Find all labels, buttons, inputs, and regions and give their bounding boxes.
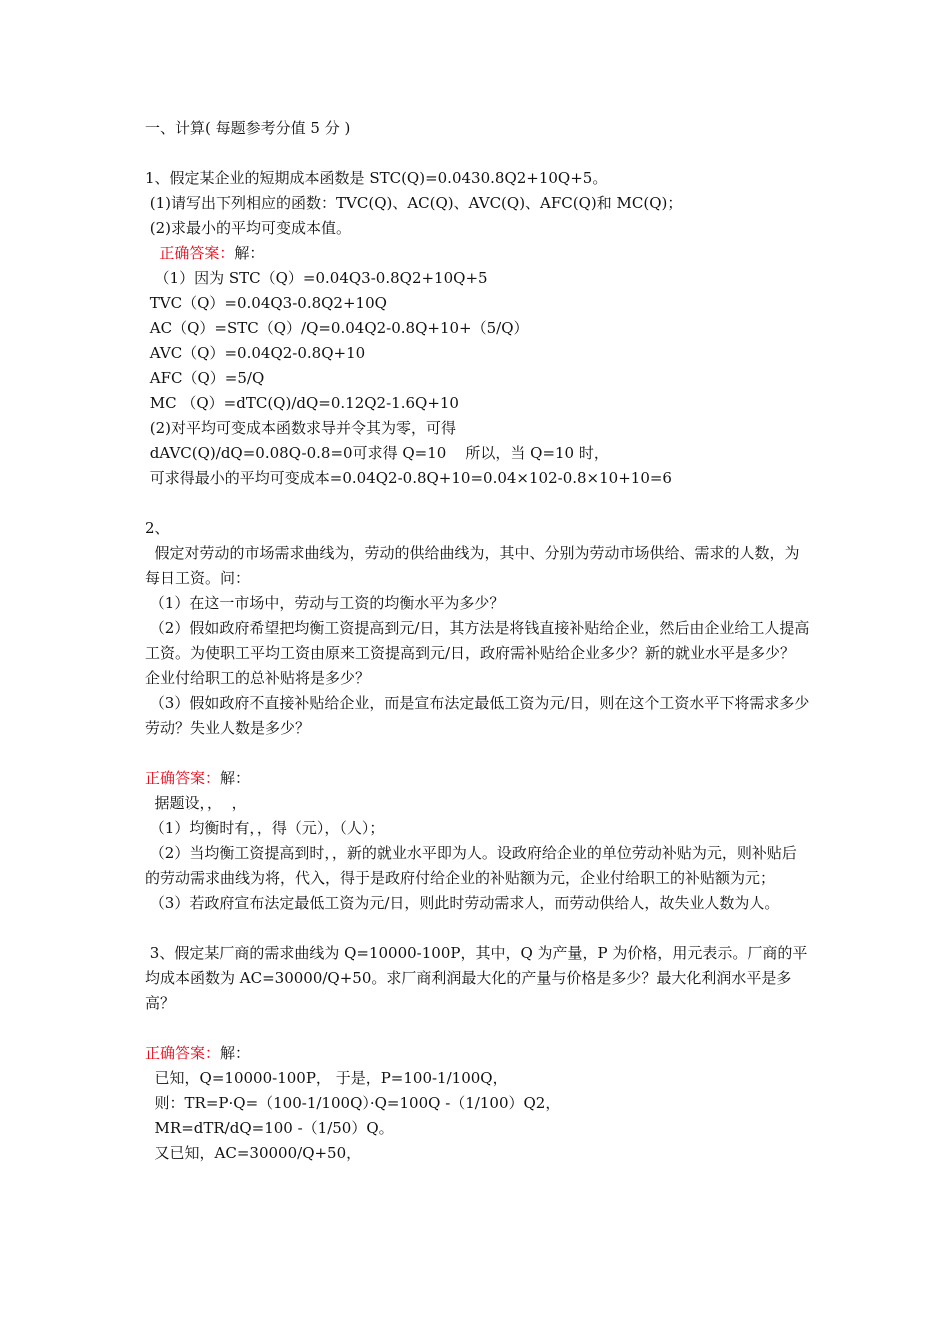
q1-line-1 xyxy=(145,291,810,316)
q2-question-p1: 假定对劳动的市场需求曲线为，劳动的供给曲线为，其中、分别为劳动市场供给、需求的人数，为每日工资。问： xyxy=(145,544,800,587)
q1-line-0 xyxy=(145,266,810,291)
q2-question-p3: （2）假如政府希望把均衡工资提高到元/日，其方法是将钱直接补贴给企业，然后由企业给工人提高工资。为使职工平均工资由原来工资提高到元/日，政府需补贴给企业多少？新的就业水平是多少？企业付给职工的总补贴将是多少？ xyxy=(145,619,810,687)
q2-answer-p2: （1）均衡时有，，得（元），（人）； xyxy=(145,819,385,837)
q1-sub2: (2)求最小的平均可变成本值。 xyxy=(145,219,352,237)
question-3 xyxy=(145,941,810,1166)
q1-line-3 xyxy=(145,341,810,366)
q1-line-3-text: AVC（Q）=0.04Q2-0.8Q+10 xyxy=(149,344,366,362)
q2-answer-label: 正确答案： xyxy=(145,769,221,787)
q1-answer-label: 正确答案： xyxy=(159,244,235,262)
q1-line-4-text: AFC（Q）=5/Q xyxy=(149,369,265,387)
q3-question: 3、假定某厂商的需求曲线为 Q=10000-100P，其中，Q 为产量，P 为价格，用元表示。厂商的平均成本函数为 AC=30000/Q+50。求厂商利润最大化的产量与价格是多少？最大化利润水平是多高？ xyxy=(145,944,808,1012)
q1-line-7-text: dAVC(Q)/dQ=0.08Q-0.8=0可求得 Q=10 所以，当 Q=10 时， xyxy=(149,444,609,462)
q1-line-6-text: (2)对平均可变成本函数求导并令其为零，可得 xyxy=(149,419,457,437)
q2-answer-p4: （3）若政府宣布法定最低工资为元/日，则此时劳动需求人，而劳动供给人，故失业人数为人。 xyxy=(145,894,780,912)
q1-line-5 xyxy=(145,391,810,416)
q1-line-1-text: TVC（Q）=0.04Q3-0.8Q2+10Q xyxy=(149,294,387,312)
q2-question-p2: （1）在这一市场中，劳动与工资的均衡水平为多少？ xyxy=(145,594,505,612)
q2-answer-jie: 解： xyxy=(220,769,251,787)
q1-line-5-text: MC （Q）=dTC(Q)/dQ=0.12Q2-1.6Q+10 xyxy=(149,394,459,412)
q2-number: 2、 xyxy=(145,519,170,537)
q1-line-2-text: AC（Q）=STC（Q）/Q=0.04Q2-0.8Q+10+（5/Q） xyxy=(149,319,529,337)
q1-line-2 xyxy=(145,316,810,341)
q1-line-8-text: 可求得最小的平均可变成本=0.04Q2-0.8Q+10=0.04×102-0.8×10+10=6 xyxy=(149,469,672,487)
q1-answer-jie: 解： xyxy=(234,244,265,262)
q2-question-p4: （3）假如政府不直接补贴给企业，而是宣布法定最低工资为元/日，则在这个工资水平下将需求多少劳动？失业人数是多少？ xyxy=(145,694,810,737)
question-1 xyxy=(145,166,810,491)
q1-line-8 xyxy=(145,466,810,491)
q3-line-0: 已知，Q=10000-100P， 于是，P=100-1/100Q， xyxy=(145,1069,508,1087)
q1-line-6 xyxy=(145,416,810,441)
q1-answer-header xyxy=(145,241,810,266)
q3-answer-label: 正确答案： xyxy=(145,1044,221,1062)
q1-line-7 xyxy=(145,441,810,466)
q1-line-0-text: （1）因为 STC（Q）=0.04Q3-0.8Q2+10Q+5 xyxy=(154,269,488,287)
q3-line-1: 则：TR=P·Q=（100-1/100Q）·Q=100Q -（1/100）Q2， xyxy=(145,1094,561,1112)
q1-sub1: (1)请写出下列相应的函数：TVC(Q)、AC(Q)、AVC(Q)、AFC(Q)和 MC(Q)； xyxy=(145,194,683,212)
q3-line-2: MR=dTR/dQ=100 -（1/50）Q。 xyxy=(145,1119,394,1137)
q3-line-3: 又已知，AC=30000/Q+50， xyxy=(145,1144,362,1162)
q2-answer-p3: （2）当均衡工资提高到时，，新的就业水平即为人。设政府给企业的单位劳动补贴为元，则补贴后的劳动需求曲线为将，代入，得于是政府付给企业的补贴额为元，企业付给职工的补贴额为元； xyxy=(145,844,797,887)
section-title: 一、计算( 每题参考分值 5 分 ) xyxy=(145,119,351,137)
q1-question: 1、假定某企业的短期成本函数是 STC(Q)=0.0430.8Q2+10Q+5。 xyxy=(145,169,608,187)
question-2 xyxy=(145,516,810,916)
q2-answer-header xyxy=(145,766,810,791)
q1-line-4 xyxy=(145,366,810,391)
q3-answer-header xyxy=(145,1041,810,1066)
q3-answer-jie: 解： xyxy=(220,1044,251,1062)
q2-answer-p1: 据题设，， ， xyxy=(145,794,247,812)
